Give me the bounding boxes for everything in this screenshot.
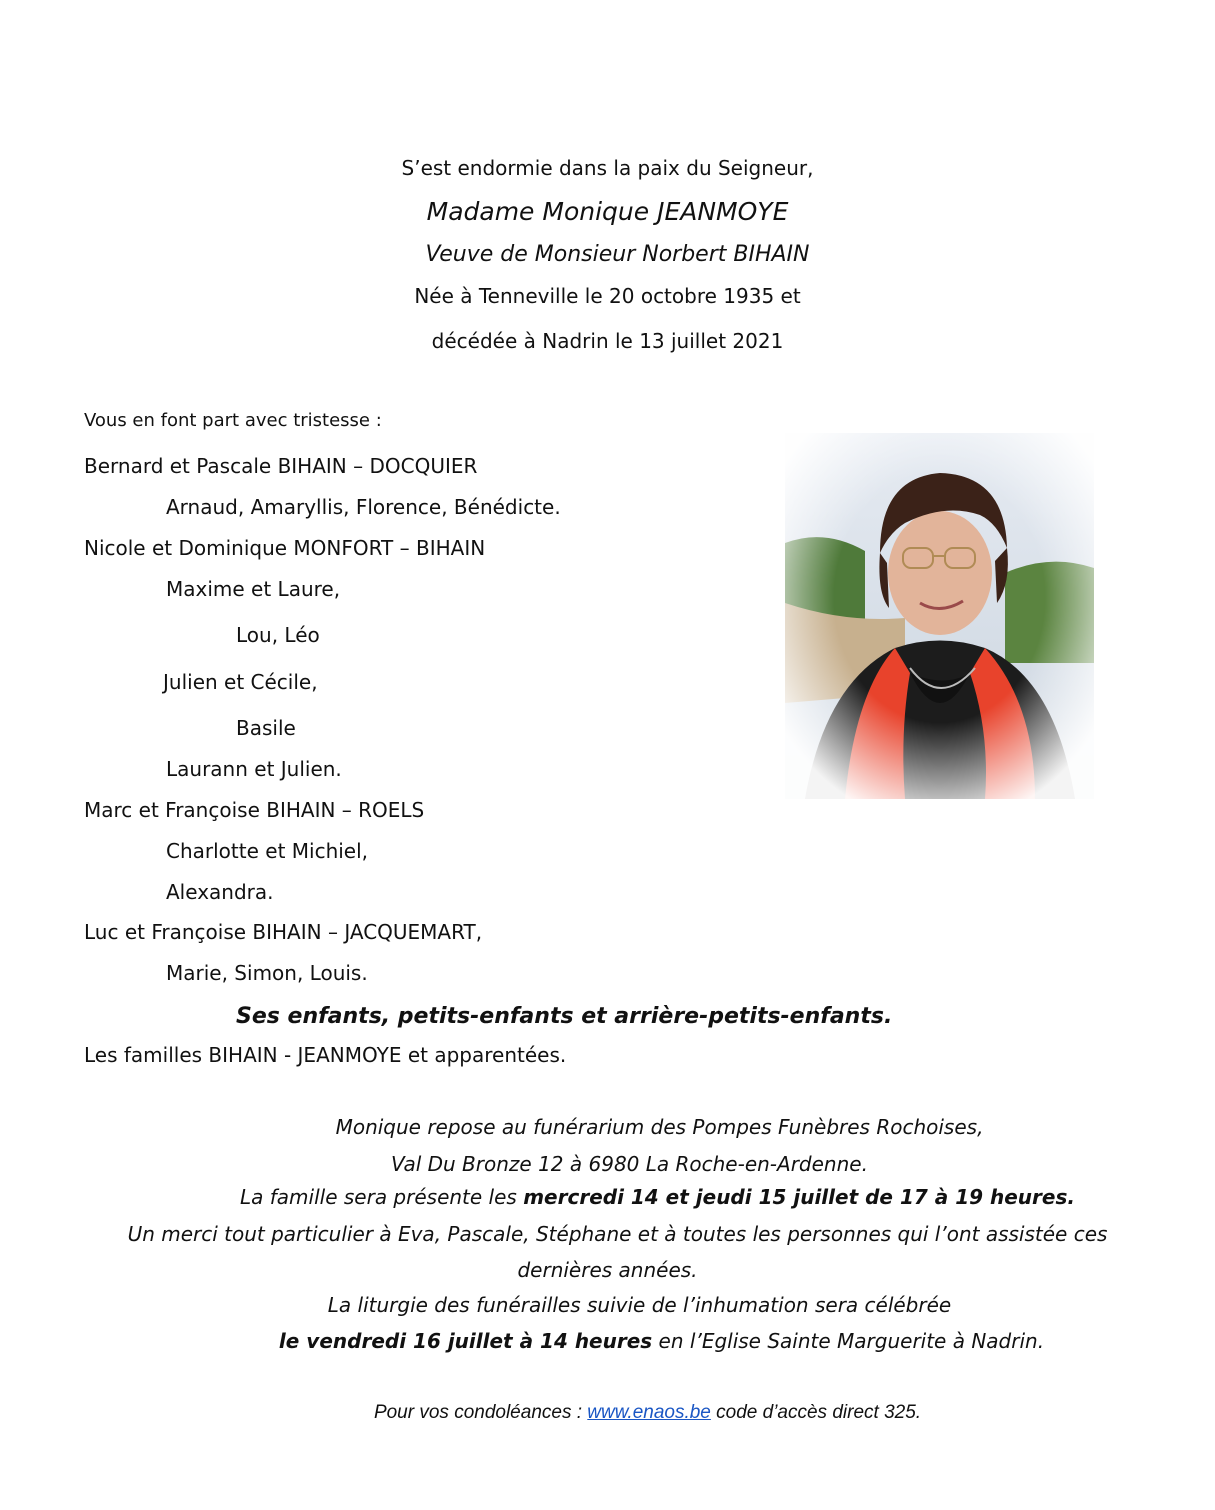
family-line: Basile xyxy=(236,716,296,740)
condolences-link[interactable]: www.enaos.be xyxy=(587,1402,711,1423)
condolences-suffix: code d’accès direct 325. xyxy=(710,1402,922,1423)
thanks-line-2: dernières années. xyxy=(517,1258,698,1282)
family-line: Alexandra. xyxy=(166,880,274,904)
presence-prefix: La famille sera présente les xyxy=(240,1185,524,1209)
birth-line: Née à Tenneville le 20 octobre 1935 et xyxy=(414,284,801,308)
family-line: Luc et Françoise BIHAIN – JACQUEMART, xyxy=(84,920,483,944)
liturgy-line-2 xyxy=(0,1331,1215,1351)
death-line: décédée à Nadrin le 13 juillet 2021 xyxy=(431,329,784,353)
family-summary: Ses enfants, petits-enfants et arrière-petits-enfants. xyxy=(236,1004,893,1029)
family-line: Maxime et Laure, xyxy=(166,577,341,601)
family-line: Laurann et Julien. xyxy=(166,757,342,781)
liturgy-place: en l’Eglise Sainte Marguerite à Nadrin. xyxy=(652,1329,1045,1353)
portrait-photo xyxy=(785,433,1094,799)
families-line: Les familles BIHAIN - JEANMOYE et apparentées. xyxy=(84,1043,567,1067)
deceased-name: Madame Monique JEANMOYE xyxy=(426,197,789,226)
presence-dates: mercredi 14 et jeudi 15 juillet de 17 à 19 heures. xyxy=(523,1185,1075,1209)
family-line: Charlotte et Michiel, xyxy=(166,839,369,863)
family-intro: Vous en font part avec tristesse : xyxy=(84,410,382,431)
family-line: Marie, Simon, Louis. xyxy=(166,961,368,985)
family-line: Bernard et Pascale BIHAIN – DOCQUIER xyxy=(84,454,478,478)
family-line: Arnaud, Amaryllis, Florence, Bénédicte. xyxy=(166,495,561,519)
funerarium-line-2: Val Du Bronze 12 à 6980 La Roche-en-Ardenne. xyxy=(391,1152,868,1176)
condolences-prefix: Pour vos condoléances : xyxy=(373,1402,588,1423)
liturgy-date: le vendredi 16 juillet à 14 heures xyxy=(278,1329,653,1353)
family-line: Nicole et Dominique MONFORT – BIHAIN xyxy=(84,536,486,560)
widow-of-line: Veuve de Monsieur Norbert BIHAIN xyxy=(425,242,810,267)
thanks-line-1: Un merci tout particulier à Eva, Pascale, Stéphane et à toutes les personnes qui l’ont assistée ces xyxy=(127,1222,1108,1246)
family-line: Julien et Cécile, xyxy=(163,670,318,694)
family-line: Lou, Léo xyxy=(236,623,320,647)
condolences-line xyxy=(0,1403,1215,1422)
family-line: Marc et Françoise BIHAIN – ROELS xyxy=(84,798,425,822)
intro-line: S’est endormie dans la paix du Seigneur, xyxy=(401,156,814,180)
presence-line xyxy=(0,1187,1215,1207)
funerarium-line-1: Monique repose au funérarium des Pompes Funèbres Rochoises, xyxy=(335,1115,984,1139)
liturgy-line-1: La liturgie des funérailles suivie de l’inhumation sera célébrée xyxy=(327,1293,952,1317)
